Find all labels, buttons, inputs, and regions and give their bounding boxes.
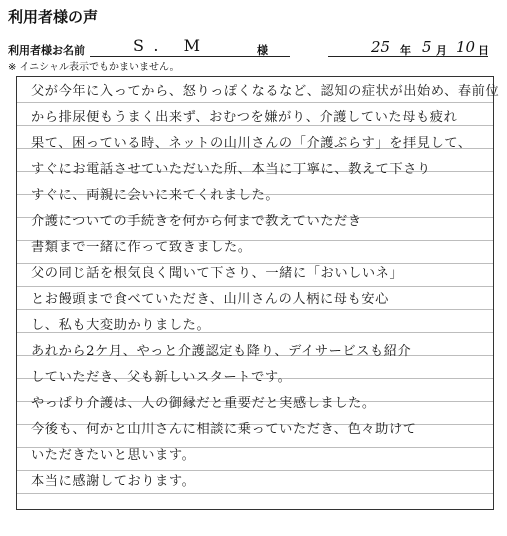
date-year: 25: [371, 38, 391, 56]
letter-line: 果て、困っている時、ネットの山川さんの「介護ぷらす」を拝見して、: [31, 136, 472, 151]
name-value: S. M: [133, 36, 210, 55]
date-month-label: 月: [436, 44, 447, 57]
initials-note: ※ イニシャル表示でもかまいません。: [8, 62, 180, 73]
letter-line: やっぱり介護は、人の御縁だと重要だと実感しました。: [31, 396, 376, 411]
letter-box: [16, 76, 500, 510]
letter-line: 父が今年に入ってから、怒りっぽくなるなど、認知の症状が出始め、春前位: [31, 84, 500, 99]
letter-line: から排尿便もうまく出来ず、おむつを嫌がり、介護していた母も疲れ: [31, 110, 458, 125]
letter-line: とお饅頭まで食べていただき、山川さんの人柄に母も安心: [31, 292, 389, 307]
date-day-label: 日: [478, 44, 489, 57]
letter-line: 今後も、何かと山川さんに相談に乗っていただき、色々助けて: [31, 422, 417, 437]
letter-line: すぐに、両親に会いに来てくれました。: [31, 188, 280, 203]
name-date-row: [8, 38, 497, 58]
name-label: 利用者様お名前: [8, 44, 85, 57]
date-month: 5: [422, 38, 432, 56]
honorific-label: 様: [257, 44, 268, 57]
date-year-label: 年: [400, 44, 411, 57]
date-day: 10: [456, 38, 476, 56]
letter-line: いただきたいと思います。: [31, 448, 196, 463]
letter-line: あれから2ケ月、やっと介護認定も降り、デイサービスも紹介: [31, 344, 412, 359]
letter-line: 介護についての手続きを何から何まで教えていただき: [31, 214, 362, 229]
letter-line: し、私も大変助かりました。: [31, 318, 211, 333]
page-title: 利用者様の声: [8, 8, 99, 26]
letter-line: 父の同じ話を根気良く聞いて下さり、一緒に「おいしいネ」: [31, 266, 404, 281]
letter-line: すぐにお電話させていただいた所、本当に丁寧に、教えて下さり: [31, 162, 431, 177]
letter-line: 本当に感謝しております。: [31, 474, 196, 489]
letter-line: していただき、父も新しいスタートです。: [31, 370, 292, 385]
letter-line: 書類まで一緒に作って致きました。: [31, 240, 252, 255]
